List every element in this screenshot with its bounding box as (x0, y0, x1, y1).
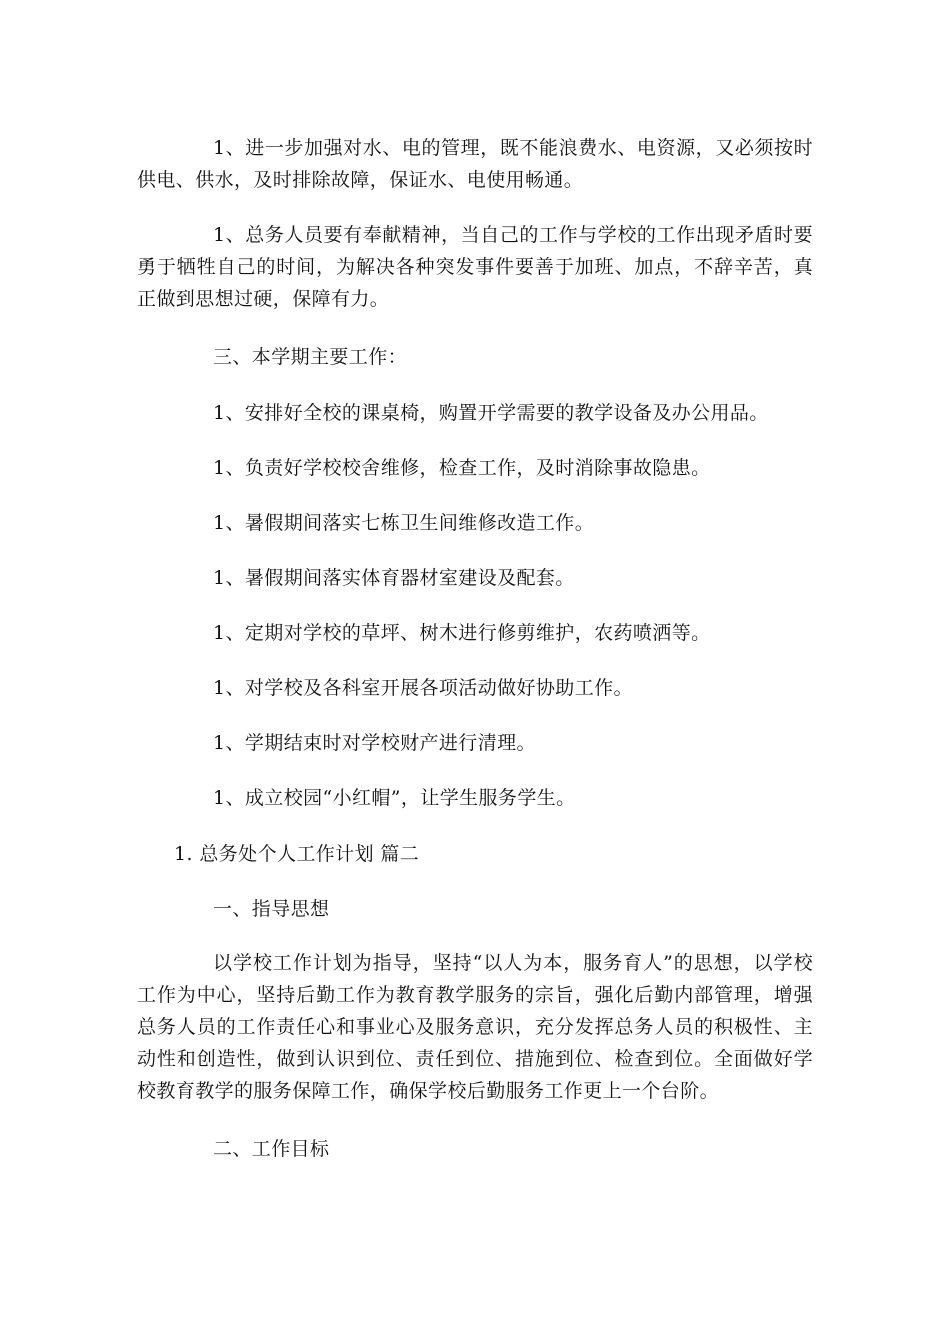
paragraph-guiding-ideology: 以学校工作计划为指导，坚持“以人为本，服务育人”的思想，以学校工作为中心，坚持后勤工作为教育教学服务的宗旨，强化后勤内部管理，增强总务人员的工作责任心和事业心及服务意识，充分发挥总务人员的积极性、主动性和创造性，做到认识到位、责任到位、措施到位、检查到位。全面做好学校教育教学的服务保障工作，确保学校后勤服务工作更上一个台阶。 (137, 952, 813, 1102)
list-item: 1、学期结束时对学校财产进行清理。 (213, 732, 536, 754)
list-item: 1、安排好全校的课桌椅，购置开学需要的教学设备及办公用品。 (213, 402, 769, 424)
list-item: 1、定期对学校的草坪、树木进行修剪维护，农药喷洒等。 (213, 622, 711, 644)
heading-main-work: 三、本学期主要工作： (213, 346, 408, 368)
section-title: 1. 总务处个人工作计划 篇二 (174, 843, 420, 865)
list-item: 1、暑假期间落实七栋卫生间维修改造工作。 (213, 512, 595, 534)
heading-work-goals: 二、工作目标 (213, 1138, 330, 1160)
list-item: 1、负责好学校校舍维修，检查工作，及时消除事故隐患。 (213, 457, 711, 479)
paragraph-dedication: 1、总务人员要有奉献精神，当自己的工作与学校的工作出现矛盾时要勇于牺牲自己的时间，为解决各种突发事件要善于加班、加点，不辞辛苦，真正做到思想过硬，保障有力。 (137, 224, 813, 310)
list-item: 1、成立校园“小红帽”，让学生服务学生。 (213, 787, 576, 809)
list-item: 1、对学校及各科室开展各项活动做好协助工作。 (213, 677, 633, 699)
paragraph-water-electricity: 1、进一步加强对水、电的管理，既不能浪费水、电资源，又必须按时供电、供水，及时排除故障，保证水、电使用畅通。 (137, 137, 813, 191)
list-item: 1、暑假期间落实体育器材室建设及配套。 (213, 567, 575, 589)
heading-guiding-ideology: 一、指导思想 (213, 898, 330, 920)
